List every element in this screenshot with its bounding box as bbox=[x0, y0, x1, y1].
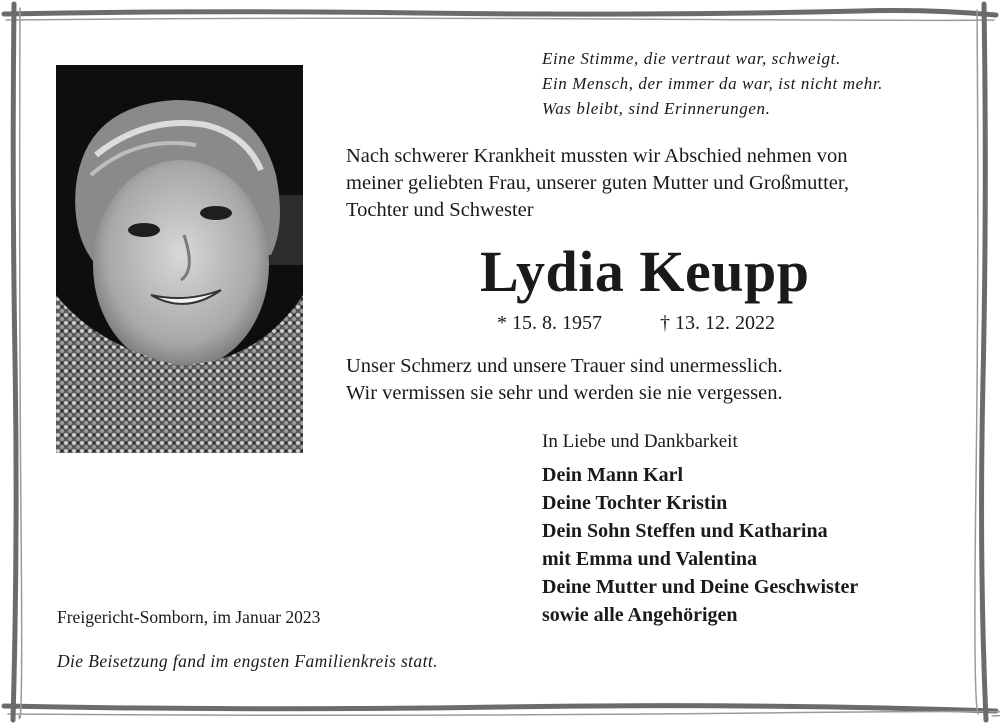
signer: Deine Mutter und Deine Geschwister bbox=[542, 576, 859, 598]
signers-list bbox=[542, 461, 858, 629]
grief-line: Wir vermissen sie sehr und werden sie nie vergessen. bbox=[346, 382, 783, 404]
place-date: Freigericht-Somborn, im Januar 2023 bbox=[57, 607, 321, 627]
intro-line: Nach schwerer Krankheit mussten wir Abschied nehmen von bbox=[346, 145, 848, 167]
closing-phrase: In Liebe und Dankbarkeit bbox=[542, 431, 738, 452]
quote-line: Was bleibt, sind Erinnerungen. bbox=[542, 99, 771, 118]
signer: sowie alle Angehörigen bbox=[542, 604, 738, 626]
intro-text bbox=[346, 143, 849, 224]
intro-line: meiner geliebten Frau, unserer guten Mutter und Großmutter, bbox=[346, 172, 849, 194]
deceased-name: Lydia Keupp bbox=[480, 239, 810, 304]
quote-line: Eine Stimme, die vertraut war, schweigt. bbox=[542, 49, 841, 68]
portrait-photo-icon bbox=[56, 65, 303, 453]
grief-line: Unser Schmerz und unsere Trauer sind unermesslich. bbox=[346, 355, 783, 377]
signer: Dein Sohn Steffen und Katharina bbox=[542, 520, 828, 542]
signer: mit Emma und Valentina bbox=[542, 548, 758, 570]
signer: Deine Tochter Kristin bbox=[542, 492, 728, 514]
quote-line: Ein Mensch, der immer da war, ist nicht mehr. bbox=[542, 74, 884, 93]
death-date: † 13. 12. 2022 bbox=[660, 312, 775, 334]
birth-date: * 15. 8. 1957 bbox=[497, 312, 602, 334]
burial-note: Die Beisetzung fand im engsten Familienkreis statt. bbox=[57, 651, 438, 671]
grief-text bbox=[346, 353, 783, 407]
intro-line: Tochter und Schwester bbox=[346, 199, 534, 221]
signer: Dein Mann Karl bbox=[542, 464, 684, 486]
opening-quote bbox=[542, 46, 883, 121]
portrait-photo bbox=[56, 65, 303, 453]
